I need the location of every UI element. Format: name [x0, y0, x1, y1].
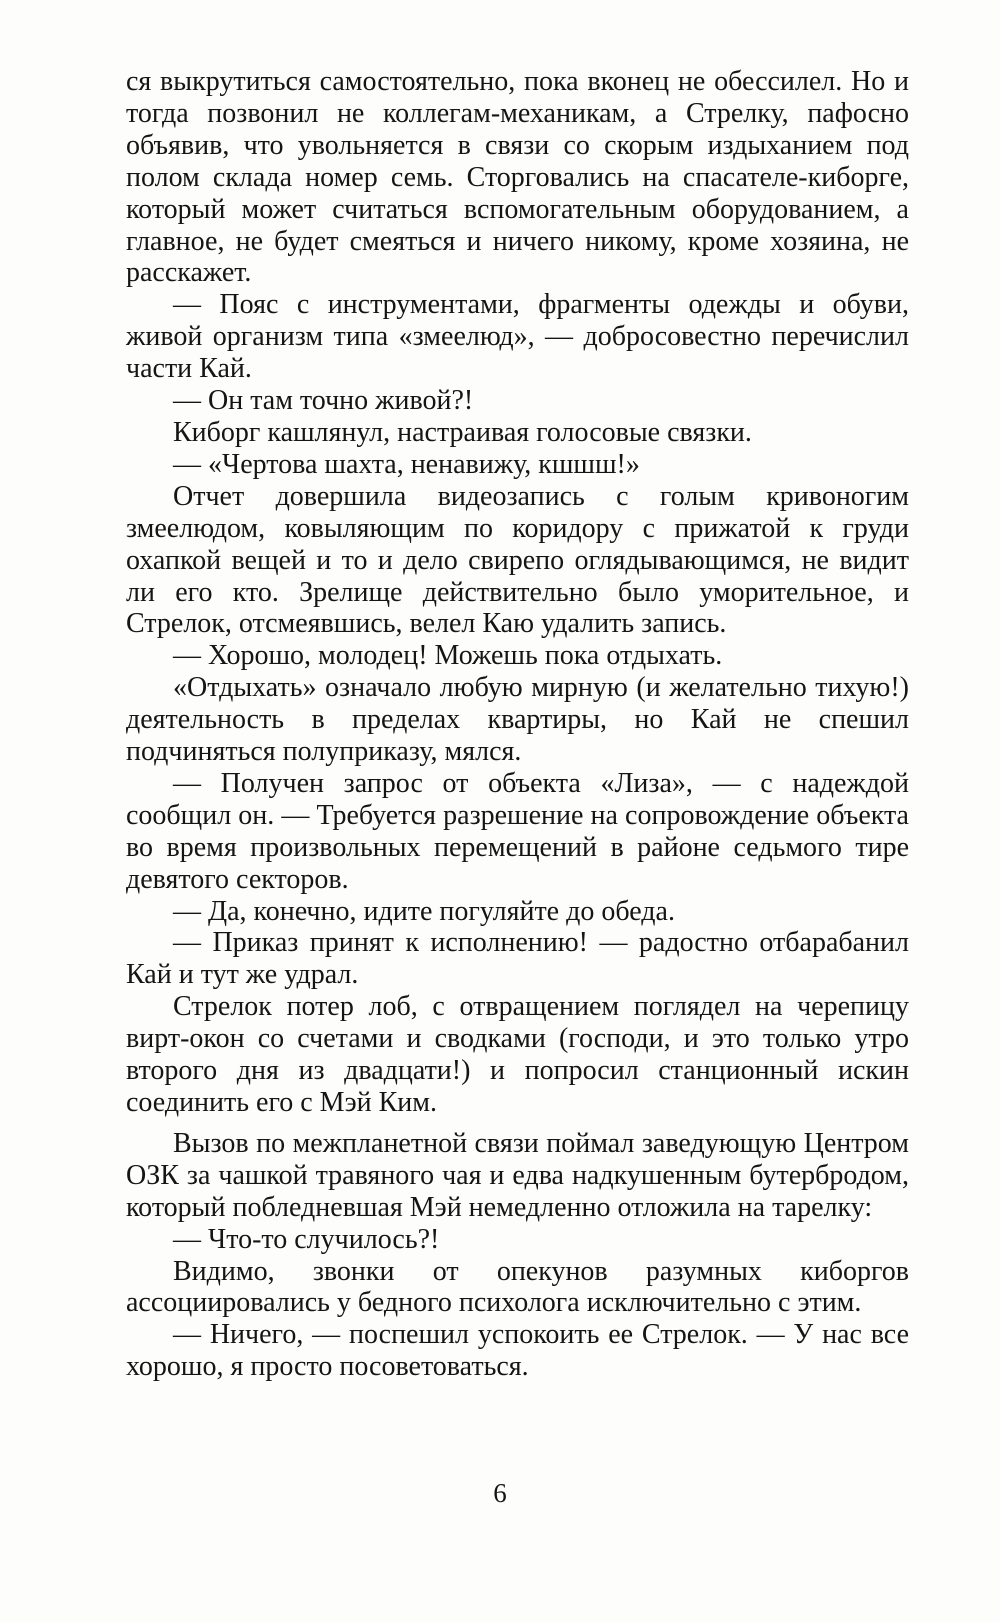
- paragraph: — Получен запрос от объекта «Лиза», — с надеждой сообщил он. — Требуется разрешение на сопровождение объекта во время произвольных перемещений в районе седьмого тире девятого секторов.: [126, 767, 909, 895]
- paragraph: — Пояс с инструментами, фрагменты одежды и обуви, живой организм типа «змеелюд», — добросовестно перечислил части Кай.: [126, 289, 909, 385]
- paragraph: — Что-то случилось?!: [173, 1223, 440, 1255]
- page-number: 6: [493, 1478, 507, 1508]
- paragraph: Киборг кашлянул, настраивая голосовые связки.: [173, 416, 752, 448]
- paragraph: ся выкрутиться самостоятельно, пока вконец не обессилел. Но и тогда позвонил не коллегам-механикам, а Стрелку, пафосно объявив, что увольняется в связи со скорым издыханием под полом склада номер семь. Сторговались на спасателе-киборге, который может считаться вспомогательным оборудованием, а главное, не будет смеяться и ничего никому, кроме хозяина, не расскажет.: [126, 66, 909, 289]
- paragraph: Вызов по межпланетной связи поймал заведующую Центром ОЗК за чашкой травяного чая и едва надкушенным бутербродом, который побледневшая Мэй немедленно отложила на тарелку:: [126, 1127, 909, 1223]
- paragraph: — Хорошо, молодец! Можешь пока отдыхать.: [173, 640, 723, 672]
- paragraph: — Ничего, — поспешил успокоить ее Стрелок. — У нас все хорошо, я просто посоветоваться.: [126, 1319, 909, 1383]
- paragraph: Видимо, звонки от опекунов разумных киборгов ассоциировались у бедного психолога исключительно с этим.: [126, 1255, 909, 1319]
- paragraph: — «Чертова шахта, ненавижу, кшшш!»: [173, 448, 640, 480]
- paragraph: Отчет довершила видеозапись с голым кривоногим змеелюдом, ковыляющим по коридору с прижатой к груди охапкой вещей и то и дело свирепо оглядывающимся, не видит ли его кто. Зрелище действительно было уморительное, и Стрелок, отсмеявшись, велел Каю удалить запись.: [126, 480, 909, 640]
- body-text: [126, 66, 909, 1383]
- paragraph: «Отдыхать» означало любую мирную (и желательно тихую!) деятельность в пределах квартиры, но Кай не спешил подчиняться полуприказу, мялся.: [126, 672, 909, 768]
- paragraph: — Он там точно живой?!: [173, 385, 474, 417]
- paragraph: — Приказ принят к исполнению! — радостно отбарабанил Кай и тут же удрал.: [126, 927, 909, 991]
- paragraph: Стрелок потер лоб, с отвращением поглядел на черепицу вирт-окон со счетами и сводками (господи, и это только утро второго дня из двадцати!) и попросил станционный искин соединить его с Мэй Ким.: [126, 991, 909, 1118]
- paragraph: — Да, конечно, идите погуляйте до обеда.: [173, 895, 675, 927]
